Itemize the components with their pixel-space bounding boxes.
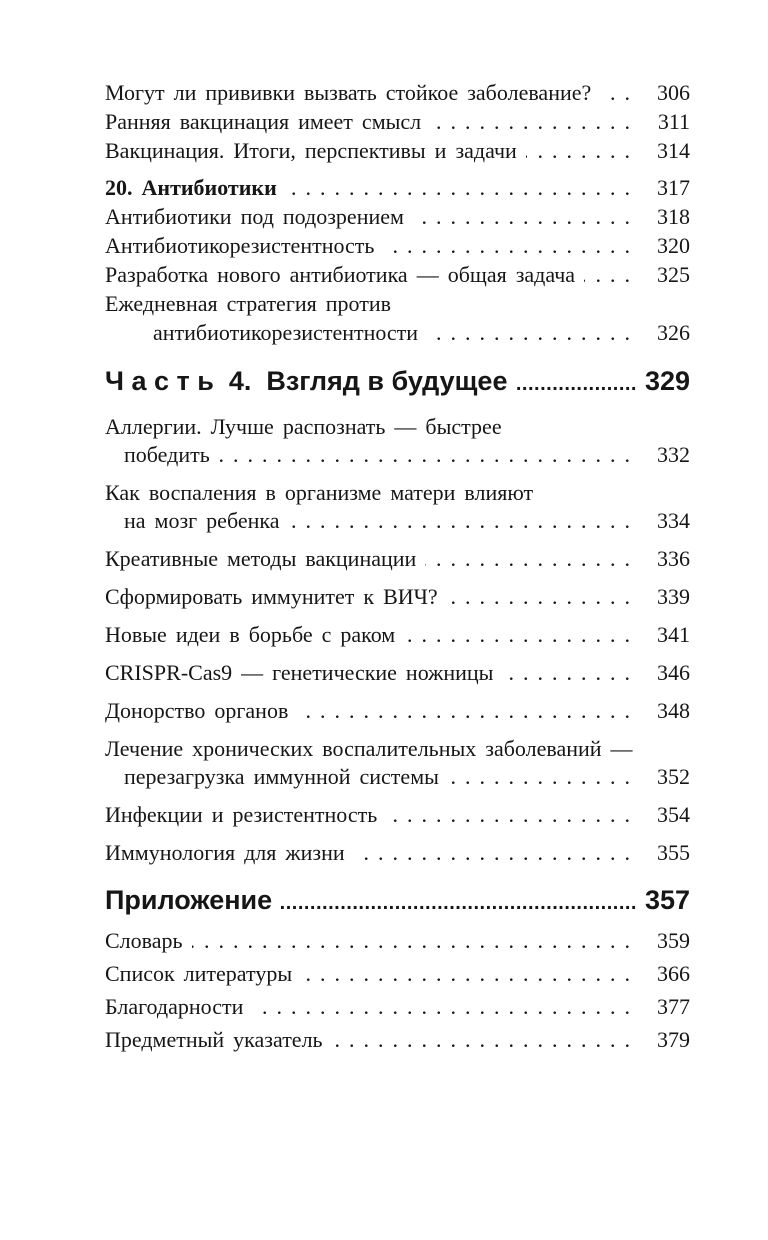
toc-entry-line: [105, 78, 690, 107]
toc-entry-page: 311: [657, 109, 690, 134]
section-part-4: [105, 364, 690, 867]
toc-entry: [105, 78, 690, 107]
section-heading-page: 329: [644, 366, 690, 396]
dot-leader: [600, 78, 630, 107]
dot-leader: [286, 173, 630, 202]
toc-entry-continuation: победить: [124, 442, 210, 467]
dot-leader: [386, 801, 630, 829]
toc-entry-page: 336: [657, 546, 690, 571]
toc-entry: [105, 583, 690, 611]
toc-entry-page: 325: [657, 262, 690, 287]
toc-entry-line2: [105, 763, 690, 791]
toc-entry-title: Креативные методы вакцинации: [105, 546, 417, 571]
toc-entry-continuation: антибиотикорезистентности: [153, 320, 419, 345]
toc-entry: [105, 1023, 690, 1056]
section-chapter-19-tail: [105, 78, 690, 165]
toc-entry: [105, 136, 690, 165]
dot-leader: [192, 924, 630, 957]
toc-entry: [105, 735, 690, 791]
toc-entry-title: Разработка нового антибиотика — общая задача: [105, 262, 576, 287]
toc-entry: [105, 202, 690, 231]
toc-entry-title: Словарь: [105, 928, 183, 953]
toc-entry-page: 346: [657, 660, 690, 685]
toc-entry-page: 306: [657, 80, 690, 105]
toc-entry-line: [105, 659, 690, 687]
section-heading-page: 357: [644, 885, 690, 915]
dot-leader: [584, 260, 630, 289]
toc-entry: [105, 924, 690, 957]
toc-entry-title: Лечение хронических воспалительных заболеваний —: [105, 736, 633, 761]
toc-entry-line: [105, 697, 690, 725]
toc-entry-title: Аллергии. Лучше распознать — быстрее: [105, 414, 502, 439]
toc-entry-line: [105, 231, 690, 260]
toc-entry-title: Донорство органов: [105, 698, 289, 723]
dot-leader: [425, 545, 630, 573]
dot-leader: [430, 107, 630, 136]
table-of-contents: [105, 78, 690, 1056]
toc-entry-title: Могут ли прививки вызвать стойкое заболевание?: [105, 80, 592, 105]
toc-entry-title: Ранняя вакцинация имеет смысл: [105, 109, 422, 134]
toc-entry-line: [105, 583, 690, 611]
toc-entry-title: Список литературы: [105, 961, 293, 986]
toc-entry-page: 326: [657, 320, 690, 345]
dot-leader: [252, 990, 630, 1023]
toc-entry-line2: [105, 318, 690, 347]
toc-entry-title: Ежедневная стратегия против: [105, 291, 391, 316]
toc-entry-title: Антибиотики под подозрением: [105, 204, 404, 229]
toc-entry-continuation: на мозг ребенка: [124, 508, 280, 533]
toc-entry-line: [105, 136, 690, 165]
toc-entry-line: [105, 924, 690, 957]
toc-entry-page: 314: [657, 138, 690, 163]
toc-entry-line: [105, 1023, 690, 1056]
toc-entry-title: CRISPR-Cas9 — генетические ножницы: [105, 660, 494, 685]
dot-leader: [354, 839, 630, 867]
toc-entry-page: 318: [657, 204, 690, 229]
section-heading-title: Ч а с т ь 4. Взгляд в будущее: [105, 366, 508, 396]
section-entries: [105, 78, 690, 165]
chapter-row: [105, 173, 690, 202]
toc-entry: [105, 260, 690, 289]
toc-entry-page: 366: [657, 961, 690, 986]
dot-leader: [526, 136, 630, 165]
dot-leader: [502, 659, 630, 687]
dot-leader: [383, 231, 630, 260]
chapter-entry: [105, 173, 690, 202]
toc-entry-page: 354: [657, 802, 690, 827]
toc-entry-page: 348: [657, 698, 690, 723]
toc-entry: [105, 697, 690, 725]
toc-entry-title: Иммунология для жизни: [105, 840, 345, 865]
section-entries: [105, 413, 690, 867]
section-chapter-20: [105, 173, 690, 347]
toc-entry-line1: [105, 735, 690, 763]
toc-entry: [105, 801, 690, 829]
toc-entry-line: [105, 202, 690, 231]
dot-leader: [280, 886, 637, 920]
toc-entry: [105, 990, 690, 1023]
dot-leader: [301, 957, 630, 990]
toc-entry-continuation: перезагрузка иммунной системы: [124, 764, 439, 789]
toc-entry-line: [105, 107, 690, 136]
toc-entry-line: [105, 621, 690, 649]
dot-leader: [332, 1023, 630, 1056]
toc-entry: [105, 107, 690, 136]
toc-entry: [105, 231, 690, 260]
toc-entry-page: 352: [657, 764, 690, 789]
toc-entry: [105, 289, 690, 347]
section-heading: [105, 364, 690, 401]
toc-entry-line1: [105, 289, 690, 318]
toc-entry-line: [105, 260, 690, 289]
dot-leader: [515, 367, 637, 401]
toc-entry-title: Предметный указатель: [105, 1027, 323, 1052]
section-heading: [105, 883, 690, 920]
dot-leader: [427, 318, 630, 347]
toc-entry-page: 332: [657, 442, 690, 467]
toc-entry: [105, 957, 690, 990]
toc-entry-title: Благодарности: [105, 994, 244, 1019]
toc-entry-page: 334: [657, 508, 690, 533]
chapter-page: 317: [657, 175, 690, 200]
toc-entry: [105, 839, 690, 867]
toc-entry-title: Новые идеи в борьбе с раком: [105, 622, 396, 647]
chapter-title: 20. Антибиотики: [105, 175, 277, 200]
section-entries: [105, 202, 690, 347]
toc-entry-page: 355: [657, 840, 690, 865]
toc-entry: [105, 413, 690, 469]
toc-entry-line1: [105, 413, 690, 441]
toc-entry-page: 320: [657, 233, 690, 258]
dot-leader: [448, 763, 630, 791]
toc-entry-line: [105, 545, 690, 573]
toc-entry-line: [105, 990, 690, 1023]
toc-entry-title: Антибиотикорезистентность: [105, 233, 375, 258]
section-appendix: [105, 883, 690, 1056]
toc-entry-title: Инфекции и резистентность: [105, 802, 378, 827]
toc-entry: [105, 479, 690, 535]
section-entries: [105, 924, 690, 1056]
toc-entry: [105, 659, 690, 687]
dot-leader: [289, 507, 631, 535]
toc-entry-page: 341: [657, 622, 690, 647]
toc-entry-line: [105, 839, 690, 867]
toc-entry-title: Сформировать иммунитет к ВИЧ?: [105, 584, 438, 609]
toc-entry-page: 379: [657, 1027, 690, 1052]
dot-leader: [219, 441, 630, 469]
toc-entry-line2: [105, 441, 690, 469]
dot-leader: [297, 697, 630, 725]
dot-leader: [447, 583, 630, 611]
toc-entry-line1: [105, 479, 690, 507]
toc-entry-title: Как воспаления в организме матери влияют: [105, 480, 534, 505]
toc-entry-page: 339: [657, 584, 690, 609]
toc-entry-page: 377: [657, 994, 690, 1019]
toc-entry-title: Вакцинация. Итоги, перспективы и задачи: [105, 138, 517, 163]
dot-leader: [404, 621, 630, 649]
toc-entry-page: 359: [657, 928, 690, 953]
toc-entry: [105, 621, 690, 649]
dot-leader: [413, 202, 630, 231]
toc-entry: [105, 545, 690, 573]
toc-entry-line2: [105, 507, 690, 535]
section-heading-title: Приложение: [105, 885, 273, 915]
toc-entry-line: [105, 957, 690, 990]
toc-entry-line: [105, 801, 690, 829]
